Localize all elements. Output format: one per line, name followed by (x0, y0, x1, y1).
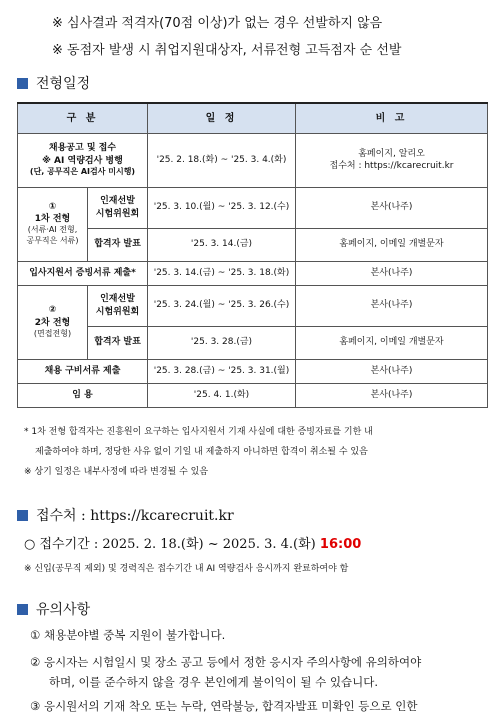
caution-2b: 하며, 이를 준수하지 않을 경우 본인에게 불이익이 될 수 있습니다. (49, 675, 379, 689)
header-category: 구 분 (18, 103, 148, 133)
stage1-label: ① 1차 전형 (서류·AI 전형, 공무직은 서류) (18, 187, 88, 261)
square-bullet-icon (17, 78, 28, 89)
schedule-section-title: 전형일정 (36, 76, 91, 92)
footnote-1a: * 1차 전형 합격자는 진흥원이 요구하는 입사지원서 기재 사실에 대한 증빙자료를 기한 내 (24, 427, 373, 437)
square-bullet-icon (17, 604, 28, 615)
caution-title: 유의사항 (36, 602, 91, 618)
reception-title: 접수처 : https://kcarecruit.kr (36, 508, 234, 524)
stage1-committee-label: 인재선발 시험위원회 (88, 187, 148, 228)
stage2-committee-label: 인재선발 시험위원회 (88, 285, 148, 326)
stage2-label: ② 2차 전형 (면접전형) (18, 285, 88, 359)
header-note: 비 고 (296, 103, 488, 133)
stage1-result-note: 홈페이지, 이메일 개별문자 (296, 228, 488, 261)
square-bullet-icon (17, 510, 28, 521)
stage1-result-label: 합격자 발표 (88, 228, 148, 261)
row-recruit-date: '25. 2. 18.(화) ~ '25. 3. 4.(화) (148, 133, 296, 187)
table-row (18, 326, 488, 359)
row-recruit-note: 홈페이지, 알리오 접수처 : https://kcarecruit.kr (296, 133, 488, 187)
caution-3: ③ 응시원서의 기재 착오 또는 누락, 연락불능, 합격자발표 미확인 등으로 인한 (30, 699, 418, 713)
stage2-result-note: 홈페이지, 이메일 개별문자 (296, 326, 488, 359)
stage2-committee-date: '25. 3. 24.(월) ~ '25. 3. 26.(수) (148, 285, 296, 326)
docs-submit-date: '25. 3. 14.(금) ~ '25. 3. 18.(화) (148, 261, 296, 285)
schedule-table (17, 102, 488, 408)
reception-note: ※ 신입(공무직 제외) 및 경력직은 접수기간 내 AI 역량검사 응시까지 완료하여야 함 (24, 564, 349, 574)
top-note-1: ※ 심사결과 적격자(70점 이상)가 없는 경우 선발하지 않음 (52, 16, 383, 31)
header-schedule: 일 정 (148, 103, 296, 133)
caution-header (17, 599, 90, 619)
caution-2a: ② 응시자는 시험일시 및 장소 공고 등에서 정한 응시자 주의사항에 유의하여야 (30, 655, 422, 669)
appointment-label: 임 용 (18, 383, 148, 407)
table-row (18, 133, 488, 187)
table-row (18, 187, 488, 228)
table-row (18, 285, 488, 326)
table-row (18, 383, 488, 407)
footnote-2: ※ 상기 일정은 내부사정에 따라 변경될 수 있음 (24, 467, 209, 477)
top-note-2: ※ 동점자 발생 시 취업지원대상자, 서류전형 고득점자 순 선발 (52, 43, 402, 58)
table-row (18, 359, 488, 383)
stage1-committee-note: 본사(나주) (296, 187, 488, 228)
reception-period-line (24, 533, 361, 552)
hire-docs-label: 채용 구비서류 제출 (18, 359, 148, 383)
docs-submit-label: 입사지원서 증빙서류 제출* (18, 261, 148, 285)
stage1-result-date: '25. 3. 14.(금) (148, 228, 296, 261)
reception-header (17, 505, 234, 525)
table-row (18, 228, 488, 261)
schedule-section-header (17, 73, 90, 93)
stage1-committee-date: '25. 3. 10.(월) ~ '25. 3. 12.(수) (148, 187, 296, 228)
table-row (18, 261, 488, 285)
caution-1: ① 채용분야별 중복 지원이 불가합니다. (30, 628, 226, 642)
stage2-committee-note: 본사(나주) (296, 285, 488, 326)
hire-docs-note: 본사(나주) (296, 359, 488, 383)
hire-docs-date: '25. 3. 28.(금) ~ '25. 3. 31.(월) (148, 359, 296, 383)
docs-submit-note: 본사(나주) (296, 261, 488, 285)
stage2-result-label: 합격자 발표 (88, 326, 148, 359)
appointment-date: '25. 4. 1.(화) (148, 383, 296, 407)
stage2-result-date: '25. 3. 28.(금) (148, 326, 296, 359)
footnote-1b: 제출하여야 하며, 정당한 사유 없이 기일 내 제출하지 아니하면 합격이 취소될 수 있음 (35, 447, 368, 457)
reception-period: ○ 접수기간 : 2025. 2. 18.(화) ~ 2025. 3. 4.(화) (24, 537, 316, 552)
reception-time: 16:00 (319, 537, 362, 552)
table-header-row (18, 103, 488, 133)
row-recruit-label: 채용공고 및 접수 ※ AI 역량검사 병행 (단, 공무직은 AI검사 미시행) (18, 133, 148, 187)
appointment-note: 본사(나주) (296, 383, 488, 407)
